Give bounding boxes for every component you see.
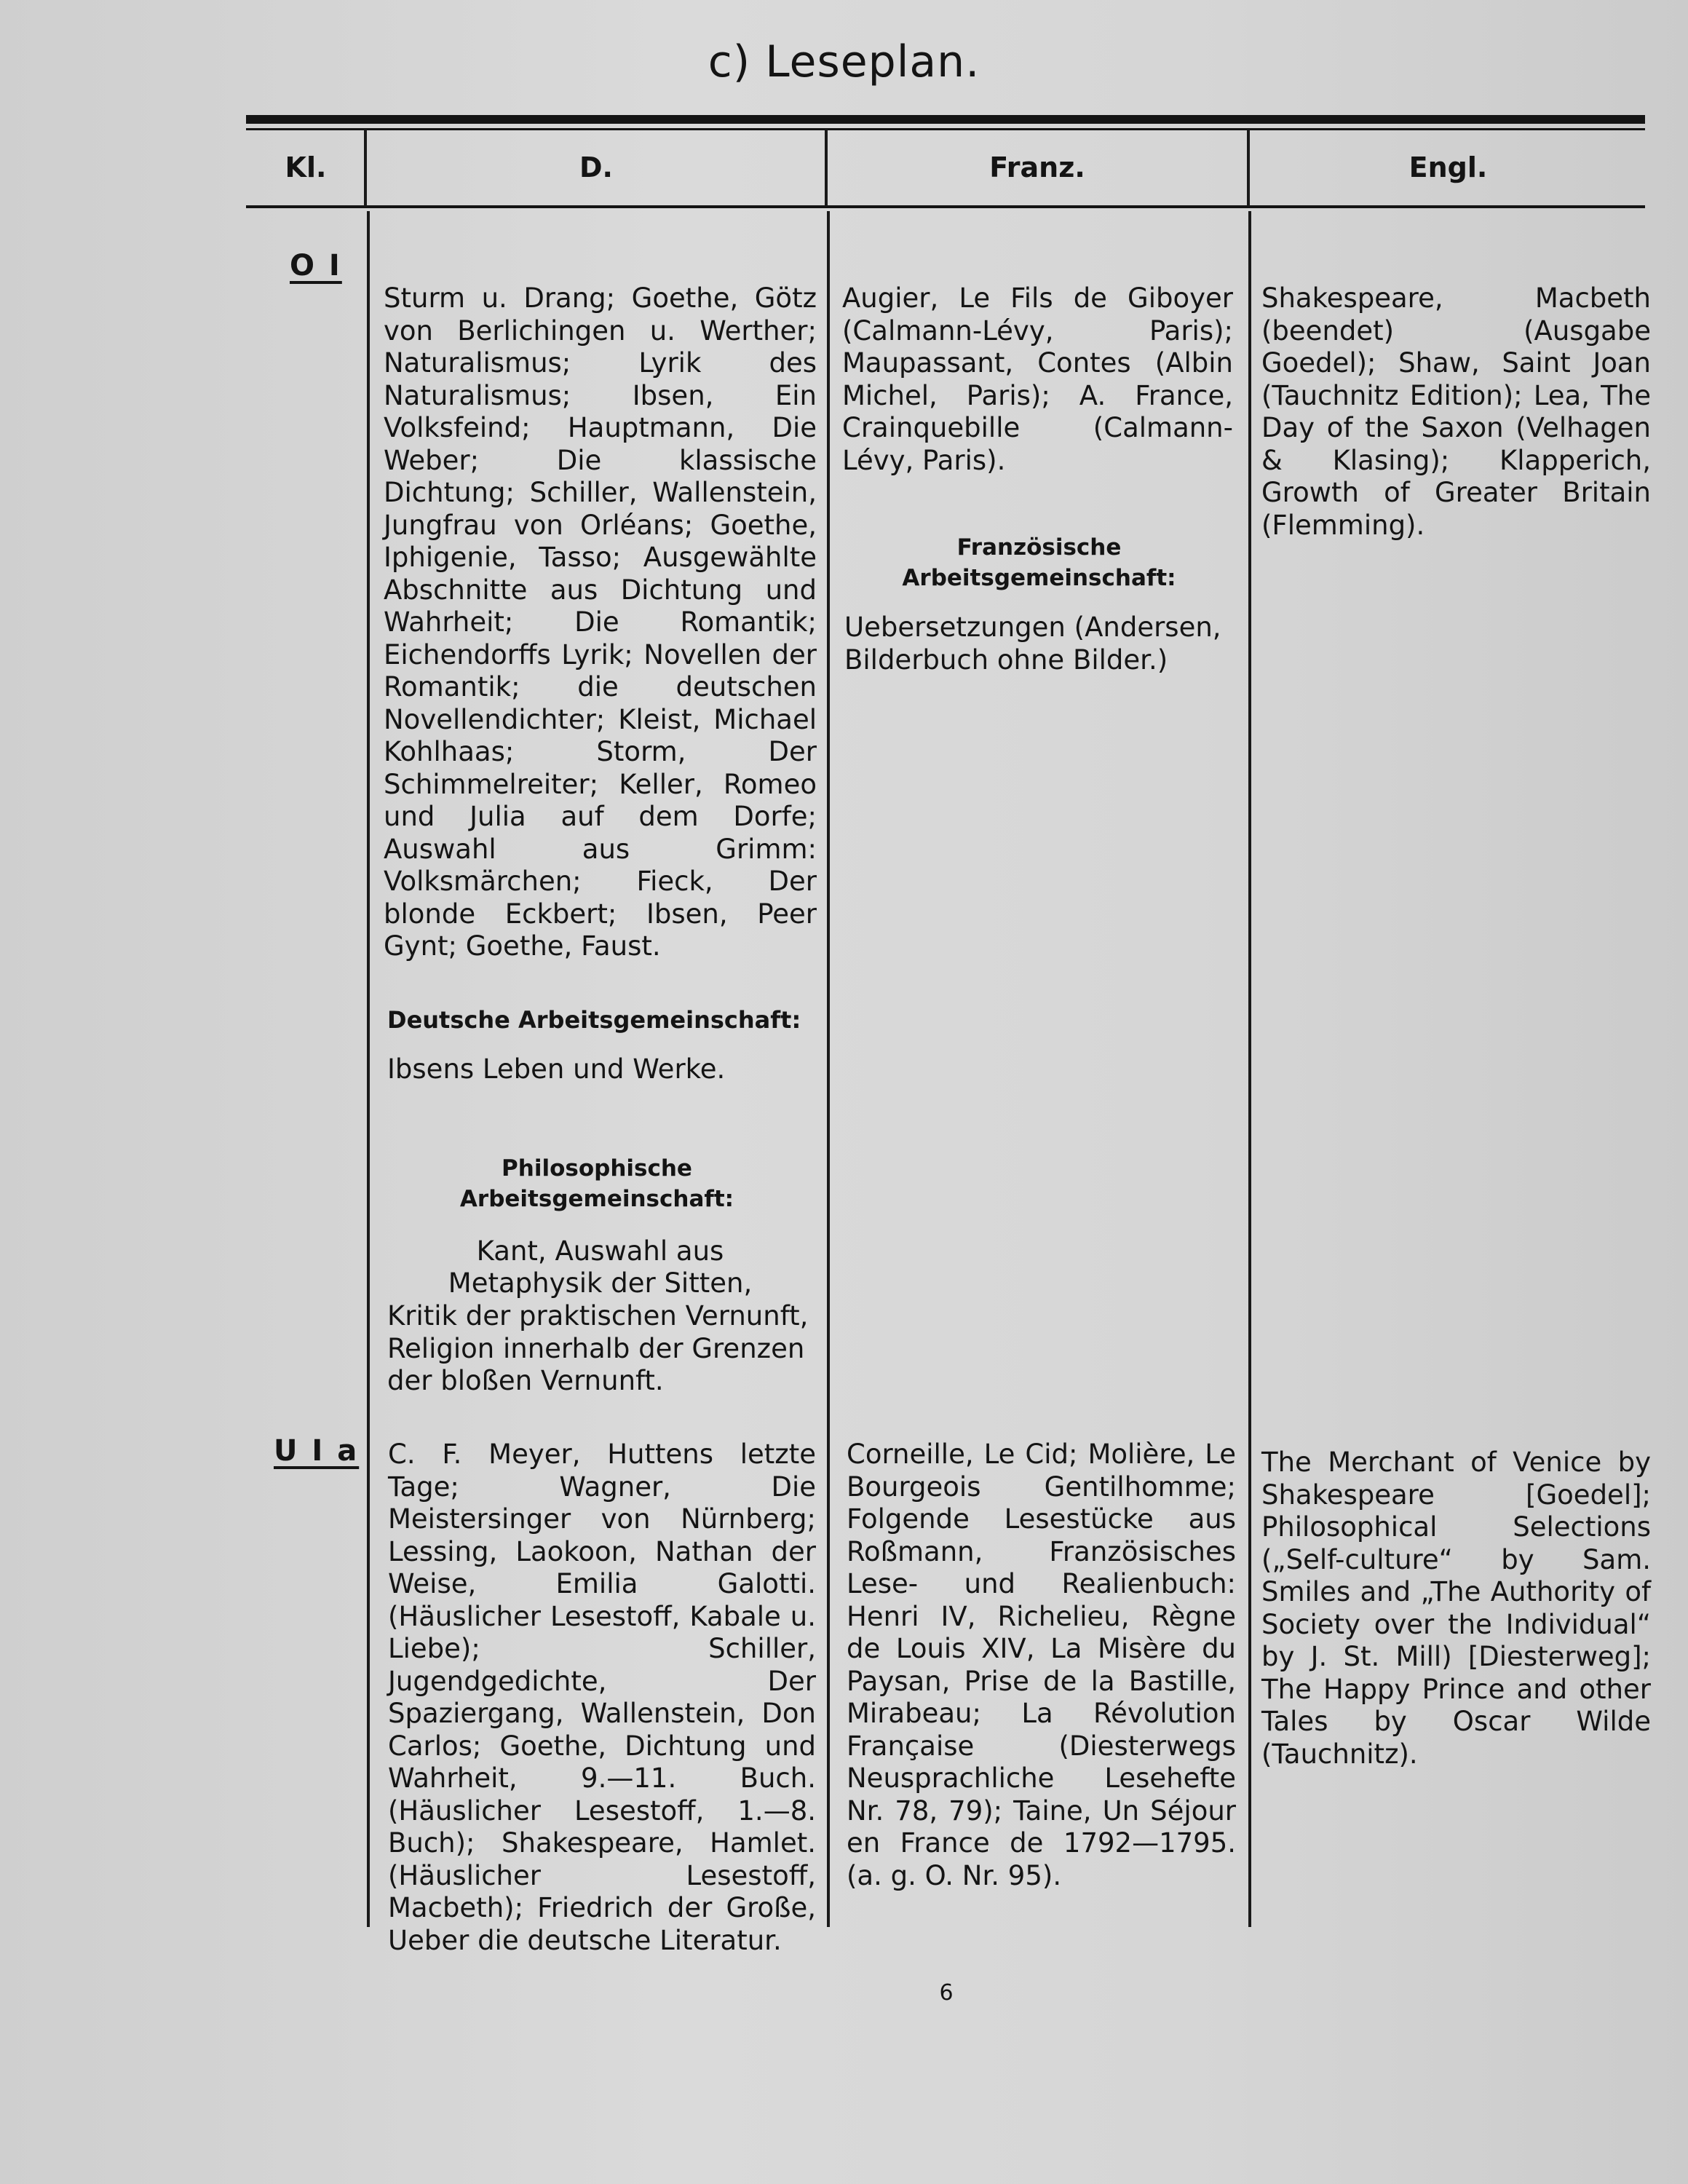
oi-french-ag-heading-line2: Arbeitsgemeinschaft: xyxy=(902,565,1176,591)
table-top-rule-thin xyxy=(246,128,1645,130)
header-d: D. xyxy=(579,151,613,183)
class-label-oi: O I xyxy=(290,249,342,282)
oi-philosophy-ag-heading-line2: Arbeitsgemeinschaft: xyxy=(459,1186,734,1212)
oi-german-ag-heading: Deutsche Arbeitsgemeinschaft: xyxy=(387,1006,801,1034)
oi-french-reading-list: Augier, Le Fils de Giboyer (Calmann-Lévy, Paris); Maupassant, Contes (Albin Michel, Paris); A. France, Crainquebille (Calmann-Lévy, Paris). xyxy=(842,282,1233,476)
oi-german-ag-text: Ibsens Leben und Werke. xyxy=(387,1053,726,1085)
class-label-uia: U I a xyxy=(274,1434,360,1468)
oi-philosophy-ag-heading-line1: Philosophische xyxy=(502,1155,692,1182)
page-number: 6 xyxy=(939,1980,954,2006)
oi-philosophy-ag-text: Kritik der praktischen Vernunft, Religion innerhalb der Grenzen der bloßen Vernunft. xyxy=(387,1300,809,1396)
header-kl: Kl. xyxy=(285,151,327,183)
column-divider xyxy=(367,211,370,1927)
oi-english-reading-list: Shakespeare, Macbeth (beendet) (Ausgabe Goedel); Shaw, Saint Joan (Tauchnitz Edition); Lea, The Day of the Saxon (Velhagen & Klasing); Klapperich, Growth of Greater Britain (Flemming). xyxy=(1261,282,1651,541)
uia-french-reading-list: Corneille, Le Cid; Molière, Le Bourgeois Gentilhomme; Folgende Lesestücke aus Roßmann, Französisches Lese- und Realienbuch: Henri IV, Richelieu, Règne de Louis XIV, La Misère du Paysan, Prise de la Bastille, Mirabeau; La Révolution Française (Diesterwegs Neusprachliche Lesehefte Nr. 78, 79); Taine, Un Séjour en France de 1792—1795. (a. g. O. Nr. 95). xyxy=(847,1439,1236,1891)
header-franz: Franz. xyxy=(989,151,1085,183)
uia-german-reading-list: C. F. Meyer, Huttens letzte Tage; Wagner, Die Meistersinger von Nürnberg; Lessing, Laokoon, Nathan der Weise, Emilia Galotti. (Häuslicher Lesestoff, Kabale u. Liebe); Schiller, Jugendgedichte, Der Spaziergang, Wallenstein, Don Carlos; Goethe, Dichtung und Wahrheit, 9.—11. Buch. (Häuslicher Lesestoff, 1.—8. Buch); Shakespeare, Hamlet. (Häuslicher Lesestoff, Macbeth); Friedrich der Große, Ueber die deutsche Literatur. xyxy=(388,1439,816,1956)
oi-french-ag-heading-line1: Französische xyxy=(956,534,1122,561)
uia-english-reading-list: The Merchant of Venice by Shakespeare [Goedel]; Philosophical Selections („Self-culture“ by Sam. Smiles and „The Authority of Society over the Individual“ by J. St. Mill) [Diesterweg]; The Happy Prince and other Tales by Oscar Wilde (Tauchnitz). xyxy=(1261,1447,1651,1770)
oi-french-ag-text: Uebersetzungen (Andersen, Bilderbuch ohne Bilder.) xyxy=(844,612,1221,676)
oi-philosophy-ag-line2: Metaphysik der Sitten, xyxy=(448,1267,753,1299)
column-divider xyxy=(827,211,830,1927)
column-divider xyxy=(1248,211,1251,1927)
page-title: c) Leseplan. xyxy=(708,36,980,87)
oi-german-reading-list: Sturm u. Drang; Goethe, Götz von Berlichingen u. Werther; Naturalismus; Lyrik des Naturalismus; Ibsen, Ein Volksfeind; Hauptmann, Die Weber; Die klassische Dichtung; Schiller, Wallenstein, Jungfrau von Orléans; Goethe, Iphigenie, Tasso; Ausgewählte Abschnitte aus Dichtung und Wahrheit; Die Romantik; Eichendorffs Lyrik; Novellen der Romantik; die deutschen Novellendichter; Kleist, Michael Kohlhaas; Storm, Der Schimmelreiter; Keller, Romeo und Julia auf dem Dorfe; Auswahl aus Grimm: Volksmärchen; Fieck, Der blonde Eckbert; Ibsen, Peer Gynt; Goethe, Faust. xyxy=(384,282,817,962)
header-engl: Engl. xyxy=(1408,151,1488,183)
oi-philosophy-ag-line1: Kant, Auswahl aus xyxy=(476,1235,724,1267)
header-divider xyxy=(246,205,1645,208)
table-top-rule xyxy=(246,115,1645,124)
